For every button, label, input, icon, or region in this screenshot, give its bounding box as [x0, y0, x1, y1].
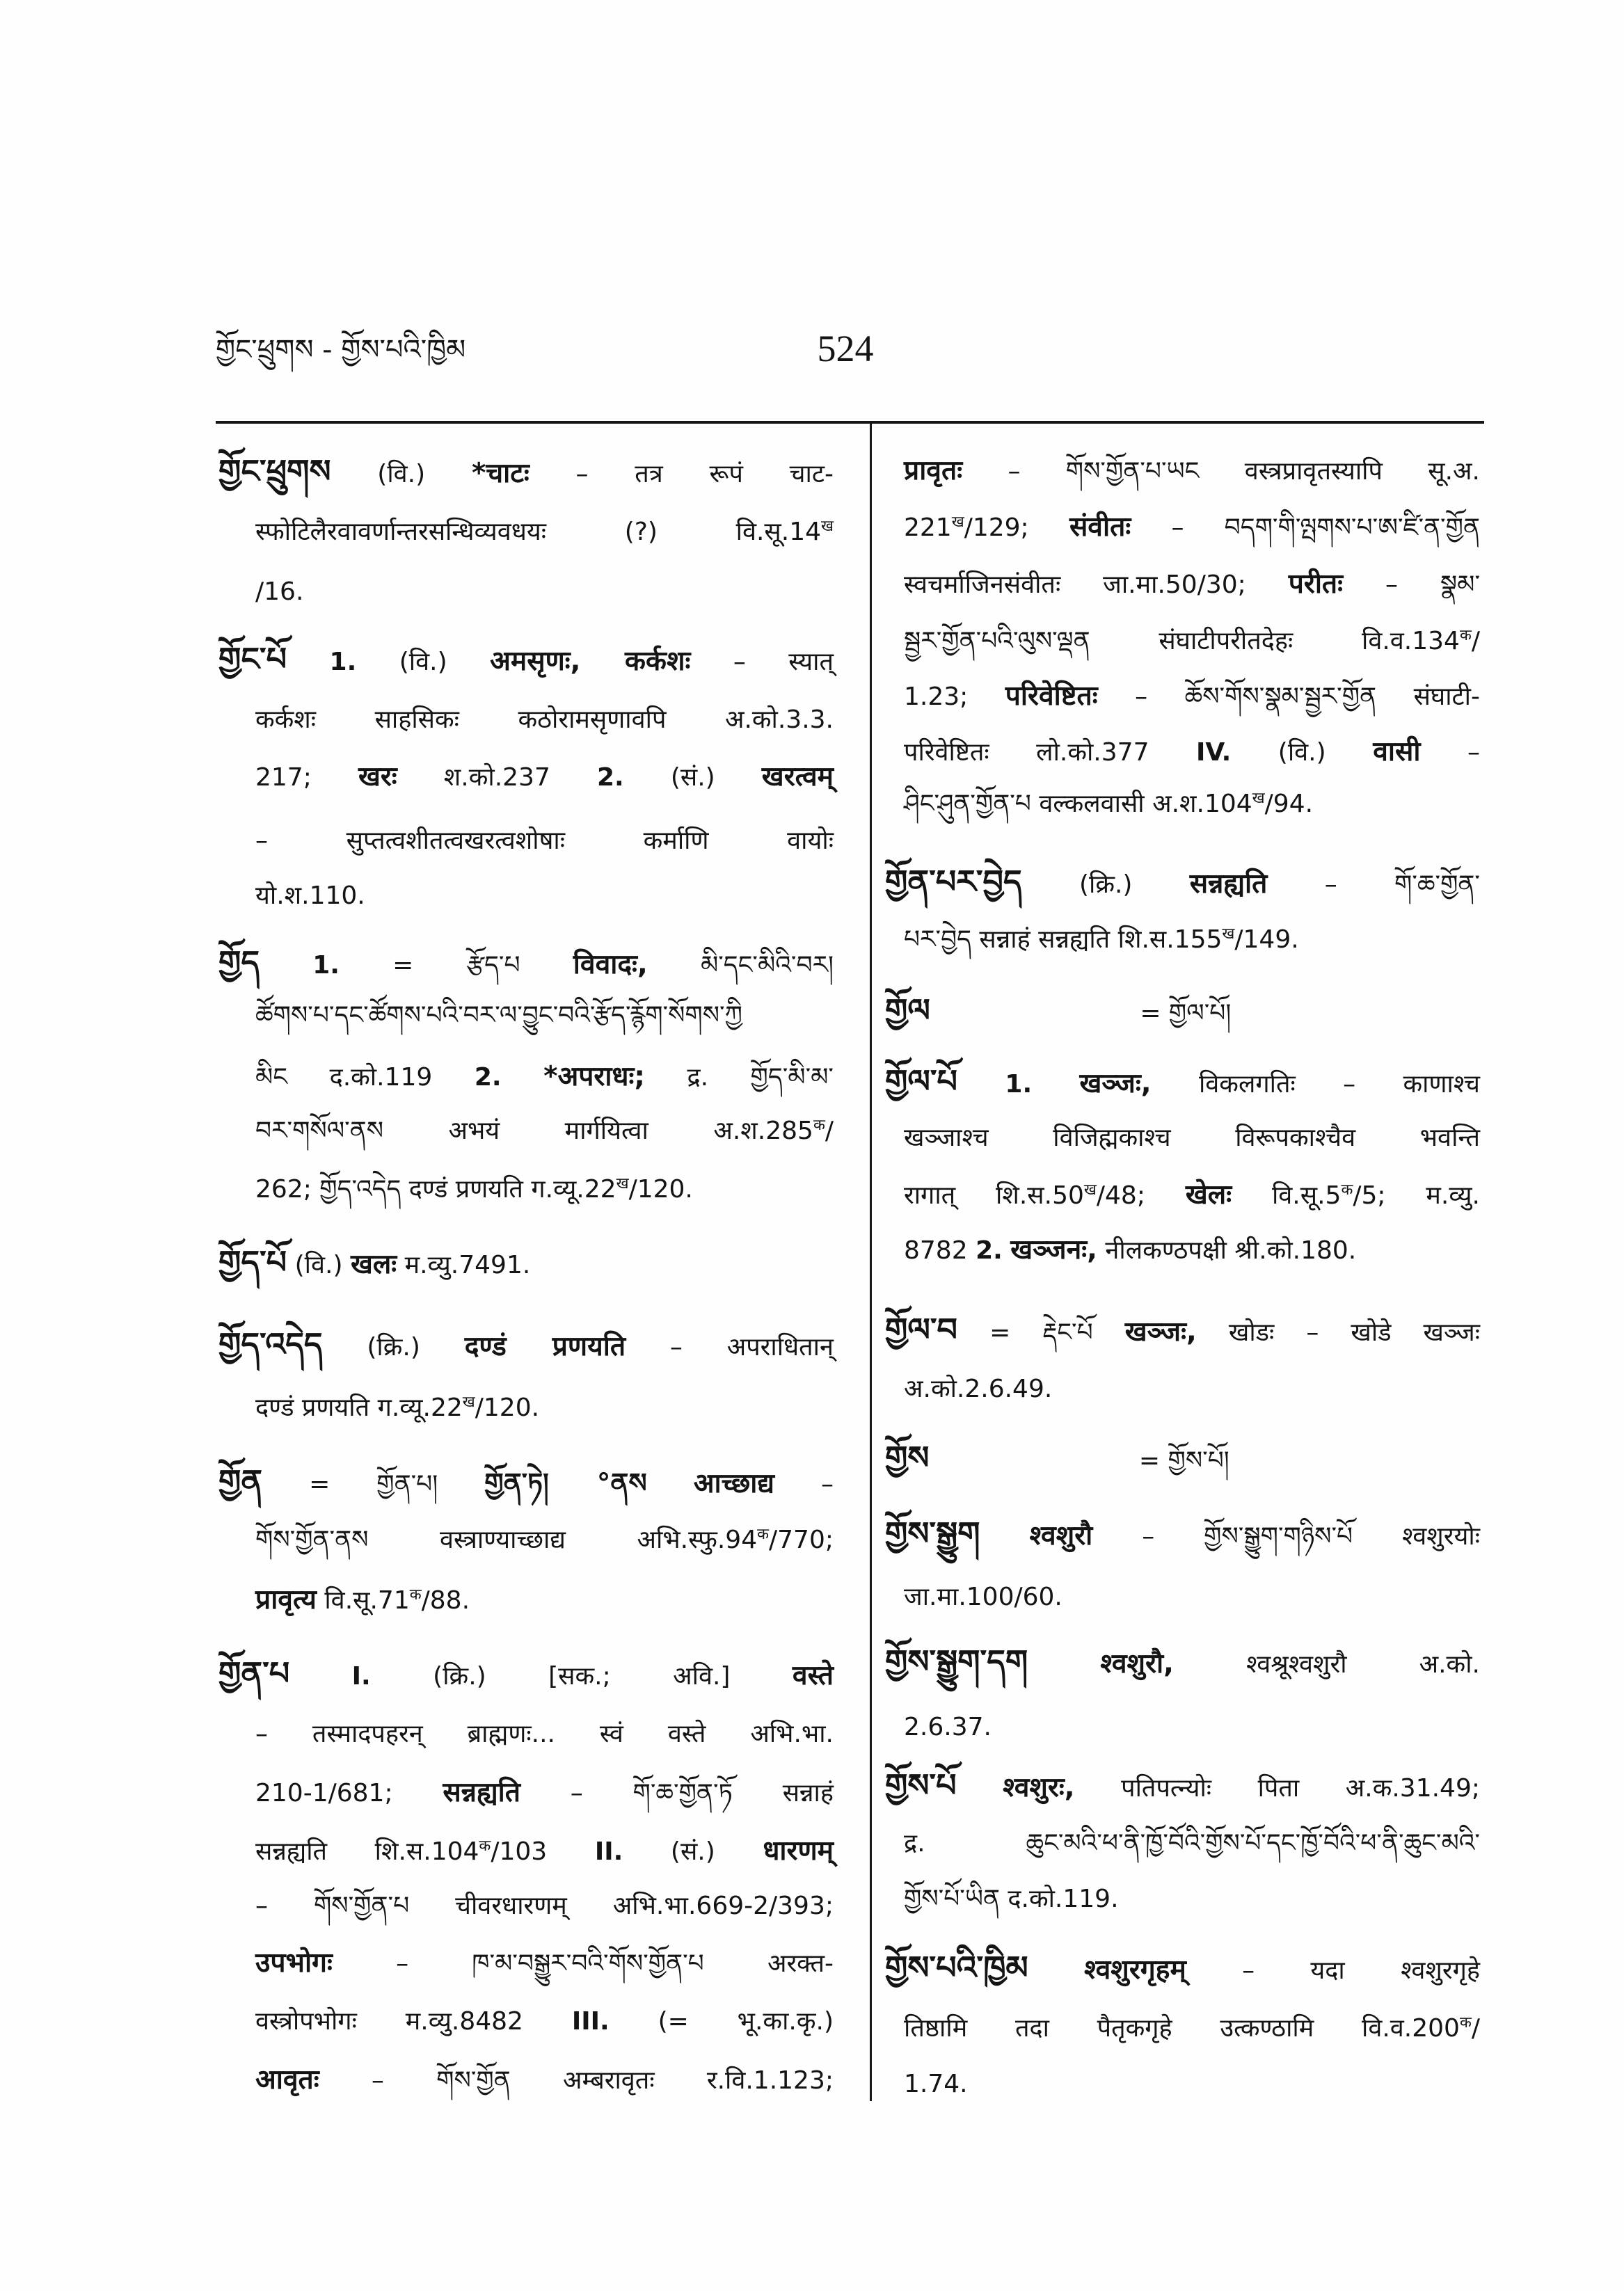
entry-text: = གྱོན་པ།: [309, 1470, 438, 1499]
sense-number: IV.: [1195, 738, 1232, 767]
entry-line: [904, 1707, 1480, 1748]
sense-number: II.: [594, 1837, 623, 1866]
entry-text: /: [825, 1117, 834, 1145]
sanskrit-equivalent: *अपराधः;: [543, 1061, 645, 1092]
headword: གྱོལ་བ: [885, 1311, 958, 1348]
entry-text: (सं.): [670, 1837, 715, 1866]
entry-line: [904, 621, 1480, 662]
sanskrit-equivalent: संवीतः: [1069, 511, 1131, 543]
headword: གྱོས: [885, 1439, 930, 1476]
column-divider: [870, 423, 872, 2101]
entry-line: [885, 1437, 1480, 1478]
entry-text: (क्रि.) [सक.; अवि.]: [433, 1662, 731, 1691]
entry-text: (= भू.का.कृ.): [658, 2007, 834, 2036]
sanskrit-equivalent: आच्छाद्य: [693, 1468, 774, 1499]
entry-text: अ.को.2.6.49.: [904, 1375, 1053, 1403]
entry-text: གོས་གྱོན་ནས वस्त्राण्याच्छाद्य अभि.स्फु.94: [255, 1526, 758, 1554]
entry-line: [904, 2008, 1480, 2050]
entry-text: परिवेष्टितः लो.को.377: [904, 738, 1149, 767]
entry-text: – तत्र रूपं चाट-: [575, 460, 834, 488]
entry-text: 1.23;: [904, 682, 969, 711]
entry-line: [904, 450, 1480, 492]
entry-text: – यदा श्वशुरगृहे: [1242, 1956, 1480, 1985]
sense-number: 1.: [1005, 1070, 1033, 1099]
entry-line: [255, 1579, 834, 1621]
sanskrit-equivalent: परीतः: [1288, 568, 1344, 600]
entry-line: [255, 2059, 834, 2101]
entry-text: – གོ་ཆ་གྱོན་: [1324, 870, 1480, 899]
entry-line: [904, 564, 1480, 605]
entry-text: 210-1/681;: [255, 1779, 393, 1807]
entry-line: [255, 511, 834, 553]
superscript-ref: क: [1459, 2014, 1472, 2031]
entry-text: श.को.237: [443, 763, 550, 792]
entry-text: ཤིང་ཤུན་གྱོན་པ वल्कलवासी अ.श.104: [904, 790, 1252, 818]
entry-text: – अपराधितान्: [669, 1333, 834, 1362]
entry-text: यो.श.110.: [255, 881, 365, 910]
entry-text: पतिपत्न्योः पिता अ.क.31.49;: [1121, 1774, 1480, 1803]
sanskrit-equivalent: धारणम्: [763, 1835, 834, 1867]
superscript-ref: क: [1341, 1181, 1353, 1199]
entry-text: – स्यात्: [733, 648, 834, 676]
entry-text: = གྱོལ་པོ།: [1140, 999, 1232, 1028]
sense-number: 1.: [329, 648, 357, 676]
entry-text: –: [1467, 738, 1480, 767]
entry-text: वि.सू.71: [324, 1586, 410, 1615]
headword: གྱོལ་པོ: [885, 1062, 958, 1100]
sense-number: I.: [351, 1662, 371, 1691]
headword: གྱོས་སྒྱུག་དག: [885, 1643, 1028, 1680]
entry-text: द्र. ཆུང་མའི་ཕ་ནི་ཁྱོ་བོའི་གྱོས་པོ་དང་ཁྱོ་བོའི་ཕ་ནི་ཆུང་མའི་: [904, 1829, 1480, 1858]
entry-line: [885, 1060, 1480, 1102]
entry-line: [904, 1229, 1480, 1271]
entry-line: [255, 756, 834, 798]
entry-line: [904, 1174, 1480, 1216]
headword: གྱོང་ཕྲུགས: [218, 452, 331, 490]
entry-text: द.को.119: [329, 1063, 433, 1092]
entry-line: [218, 450, 834, 492]
entry-line: [885, 1641, 1480, 1682]
superscript-ref: क: [813, 1117, 825, 1134]
entry-text: – ཁ་མ་བསྒྱུར་བའི་གོས་གྱོན་པ अरक्त-: [396, 1949, 834, 1978]
entry-text: दण्डं प्रणयति ग.व्यू.22: [255, 1394, 463, 1422]
entry-text: 2.6.37.: [904, 1713, 992, 1741]
entry-text: /120.: [628, 1175, 693, 1204]
entry-line: [218, 941, 834, 983]
entry-line: [255, 1056, 834, 1098]
entry-line: [885, 989, 1480, 1031]
entry-text: विकलगतिः – काणाश्च: [1198, 1070, 1480, 1099]
entry-text: /770;: [769, 1526, 834, 1554]
entry-text: म.व्यु.7491.: [404, 1251, 531, 1279]
superscript-ref: ख: [821, 518, 834, 535]
entry-line: [904, 1878, 1480, 1920]
sense-number: 1.: [312, 951, 340, 980]
entry-text: (वि.): [1277, 738, 1326, 767]
superscript-ref: क: [479, 1837, 491, 1855]
headword: གྱོལ: [885, 991, 930, 1029]
entry-line: [255, 1942, 834, 1984]
entry-text: 217;: [255, 763, 312, 792]
entry-text: सन्नह्यति शि.स.104: [255, 1837, 479, 1866]
sanskrit-equivalent: सन्नह्यति: [1189, 868, 1268, 900]
sanskrit-equivalent: खञ्जः,: [1079, 1068, 1152, 1099]
entry-text: – གོས་གྱོན अम्बरावृतः र.वि.1.123;: [371, 2066, 834, 2095]
headword: གྱོད་པོ: [218, 1243, 287, 1281]
sanskrit-equivalent: अमसृणः, कर्कशः: [490, 646, 691, 677]
entry-text: स्वचर्माजिनसंवीतः जा.मा.50/30;: [904, 570, 1246, 599]
entry-text: वि.सू.5: [1271, 1181, 1342, 1210]
entry-text: (वि.): [294, 1251, 343, 1279]
entry-text: – सुप्तत्वशीतत्वखरत्वशोषाः कर्माणि वायोः: [255, 827, 834, 855]
entry-text: བར་གསོལ་ནས अभयं मार्गयित्वा अ.श.285: [255, 1117, 813, 1145]
sanskrit-equivalent: उपभोगः: [255, 1947, 333, 1979]
header-rule: [216, 421, 1484, 424]
entry-text: – གོ་ཆ་གྱོན་ཏོ सन्नाहं: [570, 1779, 834, 1807]
entry-text: སྦྱར་གྱོན་པའི་ལུས་ལྡན संघाटीपरीतदेहः वि.व.134: [904, 627, 1460, 655]
headword: གྱོན་པར་བྱེད: [885, 863, 1022, 900]
entry-text: – གོས་གྱོན་པ चीवरधारणम् अभि.भा.669-2/393;: [255, 1892, 834, 1920]
headword: གྱོས་པོ: [885, 1766, 957, 1804]
sanskrit-equivalent: श्वशुरौ: [1029, 1520, 1093, 1551]
entry-text: (क्रि.): [367, 1333, 420, 1362]
entry-line: [904, 731, 1480, 773]
entry-line: [885, 1764, 1480, 1806]
entry-text: = རྩོད་པ: [392, 951, 520, 980]
sense-number: 2.: [474, 1063, 502, 1092]
entry-line: [904, 676, 1480, 717]
entry-line: [255, 1772, 834, 1814]
entry-line: [218, 1460, 834, 1502]
headword: གྱོས་པའི་ཁྱིམ: [885, 1949, 1028, 1986]
entry-text: /5; म.व्यु.: [1353, 1181, 1480, 1210]
sanskrit-equivalent: प्रावृत्य: [255, 1584, 317, 1615]
entry-text: /120.: [475, 1394, 540, 1422]
sanskrit-equivalent: वस्ते: [792, 1660, 834, 1691]
entry-line: [885, 1947, 1480, 1988]
entry-text: खञ्जाश्च विजिह्मकाश्च विरूपकाश्चैव भवन्ति: [904, 1124, 1480, 1152]
entry-line: [218, 1241, 834, 1283]
sanskrit-equivalent: खलः: [350, 1249, 397, 1280]
entry-text: 1.74.: [904, 2070, 968, 2098]
entry-line: [904, 2064, 1480, 2105]
entry-text: /94.: [1264, 790, 1314, 818]
entry-text: 262;: [255, 1175, 312, 1204]
superscript-ref: ख: [462, 1394, 475, 1411]
entry-text: (वि.): [399, 648, 447, 676]
superscript-ref: क: [1459, 627, 1472, 644]
superscript-ref: ख: [616, 1175, 629, 1192]
entry-line: [885, 1512, 1480, 1554]
entry-line: [255, 699, 834, 741]
entry-line: [885, 1309, 1480, 1350]
entry-text: श्वश्रूश्वशुरौ अ.को.: [1245, 1650, 1480, 1679]
sense-number: 2.: [976, 1236, 1003, 1265]
entry-text: 221: [904, 513, 952, 542]
sanskrit-equivalent: श्वशुरौ,: [1100, 1648, 1174, 1679]
entry-line: [904, 1576, 1480, 1618]
entry-text: = གྱོས་པོ།: [1138, 1446, 1229, 1475]
entry-text: – བདག་གི་ལྤགས་པ་ཨ་ཛི་ན་གྱོན: [1171, 513, 1480, 542]
sanskrit-equivalent: खरः: [358, 761, 397, 792]
headword: གྱོན་པ: [218, 1654, 290, 1692]
page-number: 524: [817, 328, 874, 369]
superscript-ref: ख: [1222, 925, 1235, 943]
entry-text: वस्त्रोपभोगः म.व्यु.8482: [255, 2007, 523, 2036]
entry-text: /16.: [255, 577, 304, 606]
entry-line: [255, 1885, 834, 1927]
sanskrit-equivalent: सन्नह्यति: [443, 1777, 520, 1808]
entry-line: [255, 1519, 834, 1561]
superscript-ref: क: [757, 1526, 770, 1543]
entry-text: रागात् शि.स.50: [904, 1181, 1084, 1210]
entry-text: दण्डं प्रणयति ग.व्यू.22: [408, 1175, 616, 1204]
entry-text: མིང: [255, 1063, 288, 1092]
entry-text: /103: [491, 1837, 548, 1866]
entry-line: [218, 638, 834, 680]
entry-text: /129;: [964, 513, 1029, 542]
entry-text: 8782: [904, 1236, 968, 1265]
entry-text: /149.: [1234, 925, 1299, 954]
sanskrit-equivalent: दण्डं प्रणयति: [464, 1331, 626, 1362]
superscript-ref: ख: [1083, 1181, 1097, 1199]
sanskrit-equivalent: परिवेष्टितः: [1005, 680, 1098, 712]
sanskrit-equivalent: खञ्जनः,: [1010, 1234, 1097, 1266]
superscript-ref: ख: [951, 513, 964, 531]
entry-line: [885, 861, 1480, 902]
running-head: གྱོང་ཕྲུགས - གྱོས་པའི་ཁྱིམ: [216, 334, 466, 366]
entry-text: = རྡེང་པོ: [989, 1318, 1093, 1347]
headword: གྱོང་པོ: [218, 640, 287, 678]
entry-text: जा.मा.100/60.: [904, 1583, 1062, 1611]
superscript-ref: क: [409, 1586, 422, 1604]
entry-line: [255, 1110, 834, 1152]
sanskrit-equivalent: *चाटः: [471, 458, 530, 489]
superscript-ref: ख: [1252, 790, 1265, 807]
sanskrit-equivalent: श्वशुरगृहम्: [1084, 1954, 1186, 1986]
entry-line: [255, 1169, 834, 1211]
entry-line: [255, 2001, 834, 2043]
sanskrit-equivalent: གྱོན་ཏེ། °ནས: [484, 1468, 647, 1499]
entry-line: [904, 1368, 1480, 1410]
entry-line: [255, 1830, 834, 1872]
entry-text: – तस्मादपहरन् ब्राह्मणः... स्वं वस्ते अभि.भा.: [255, 1720, 834, 1748]
sanskrit-equivalent: श्वशुरः,: [1003, 1772, 1075, 1803]
entry-line: [218, 1652, 834, 1694]
entry-text: /: [1471, 627, 1480, 655]
entry-line: [255, 1714, 834, 1755]
headword: གྱོད: [218, 943, 260, 981]
entry-text: མི་དང་མིའི་བར།: [700, 951, 834, 980]
entry-line: [255, 995, 834, 1037]
entry-text: /48;: [1096, 1181, 1145, 1210]
entry-line: [218, 1323, 834, 1365]
entry-line: [904, 783, 1480, 825]
entry-line: [255, 571, 834, 613]
sense-number: III.: [571, 2007, 610, 2036]
entry-text: द्र. གྱོད་མི་མ་: [687, 1063, 834, 1092]
entry-text: नीलकण्ठपक्षी श्री.को.180.: [1105, 1236, 1357, 1265]
entry-text: གྱོས་པོ་ཡིན द.को.119.: [904, 1885, 1119, 1913]
entry-text: (सं.): [670, 763, 715, 792]
headword: གྱོས་སྒྱུག: [885, 1515, 980, 1552]
entry-line: [904, 1823, 1480, 1865]
entry-text: /88.: [421, 1586, 470, 1615]
entry-text: པར་བྱེད सन्नाहं सन्नह्यति शि.स.155: [904, 925, 1223, 954]
headword: གྱོད་འདེད: [218, 1325, 323, 1363]
entry-text: तिष्ठामि तदा पैतृकगृहे उत्कण्ठामि वि.व.200: [904, 2014, 1460, 2043]
entry-text: /: [1471, 2014, 1480, 2043]
entry-line: [904, 1117, 1480, 1159]
entry-line: [255, 820, 834, 862]
entry-text: –: [821, 1470, 834, 1499]
entry-text: (वि.): [377, 460, 426, 488]
entry-line: [255, 875, 834, 917]
sanskrit-equivalent: प्रावृतः: [904, 455, 963, 486]
sanskrit-equivalent: वासी: [1373, 736, 1421, 767]
sanskrit-equivalent: खञ्जः,: [1124, 1316, 1197, 1348]
entry-text: खोडः – खोडे खञ्जः: [1228, 1318, 1480, 1347]
entry-text: – གྱོས་སྒྱུག་གཉིས་པོ श्वशुरयोः: [1142, 1522, 1480, 1551]
entry-line: [255, 1387, 834, 1429]
entry-text: कर्कशः साहसिकः कठोरामसृणावपि अ.को.3.3.: [255, 705, 834, 734]
entry-line: [904, 919, 1480, 961]
sanskrit-equivalent: आवृतः: [255, 2064, 319, 2096]
sanskrit-equivalent: खेलः: [1185, 1179, 1232, 1211]
entry-text: གྱོད་འདེད: [319, 1175, 401, 1204]
sense-number: 2.: [596, 763, 624, 792]
entry-text: – སྣམ་: [1385, 570, 1481, 599]
entry-text: ཚོགས་པ་དང་ཚོགས་པའི་བར་ལ་བྱུང་བའི་རྩོད་རྙོག་སོགས་ཀྱི: [255, 1001, 742, 1030]
entry-text: (क्रि.): [1078, 870, 1133, 899]
entry-text: स्फोटिलैरवावर्णान्तरसन्धिव्यवधयः (?) वि.सू.14: [255, 518, 821, 546]
sanskrit-equivalent: विवादः,: [573, 949, 648, 980]
entry-text: – ཆོས་གོས་སྣམ་སྦྱར་གྱོན संघाटी-: [1135, 682, 1480, 711]
entry-line: [904, 506, 1480, 548]
sanskrit-equivalent: खरत्वम्: [761, 761, 834, 792]
headword: གྱོན: [218, 1462, 263, 1500]
entry-text: – གོས་གྱོན་པ་ཡང वस्त्रप्रावृतस्यापि सू.अ.: [1008, 457, 1480, 486]
